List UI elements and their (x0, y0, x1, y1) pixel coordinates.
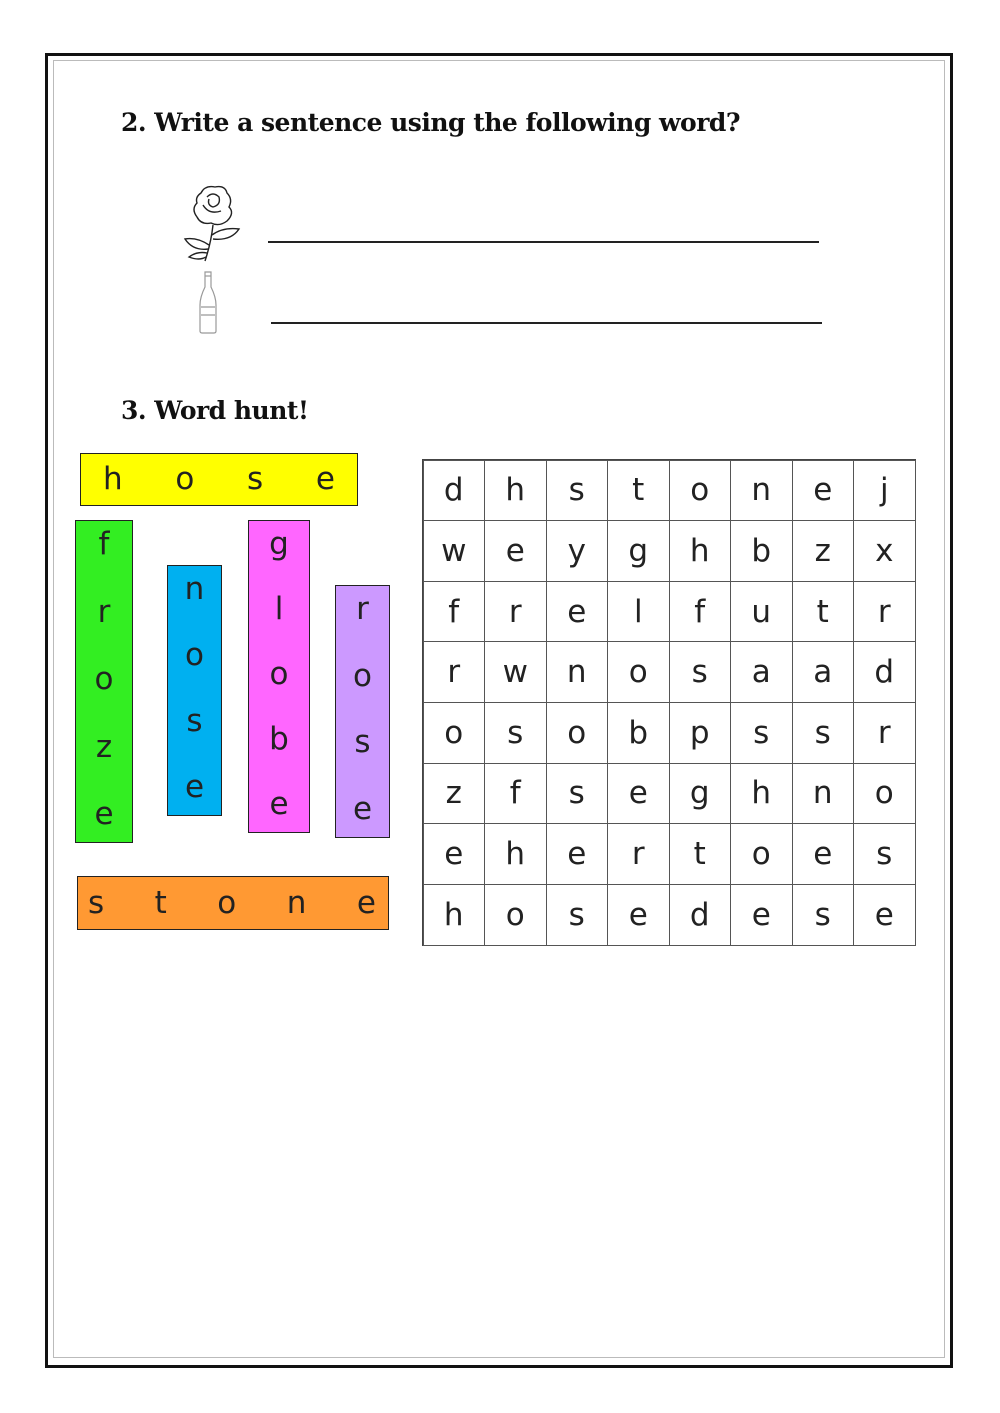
answer-line-bottle[interactable] (271, 322, 822, 324)
grid-cell[interactable]: u (730, 581, 793, 643)
grid-cell[interactable]: n (546, 641, 609, 703)
grid-cell[interactable]: r (853, 702, 916, 764)
section-3-heading: 3. Word hunt! (121, 396, 309, 425)
grid-cell[interactable]: s (792, 884, 855, 946)
grid-cell[interactable]: a (730, 641, 793, 703)
word-letter: o (353, 657, 372, 694)
grid-cell[interactable]: p (669, 702, 732, 764)
word-letter: n (286, 884, 307, 921)
word-letter: e (269, 786, 289, 822)
answer-line-rose[interactable] (268, 241, 819, 243)
grid-cell[interactable]: e (853, 884, 916, 946)
word-letter: o (269, 656, 289, 692)
word-block-hose (80, 453, 358, 506)
grid-cell[interactable]: f (669, 581, 732, 643)
word-search-grid (422, 459, 916, 946)
grid-cell[interactable]: a (792, 641, 855, 703)
grid-cell[interactable]: e (792, 823, 855, 885)
grid-cell[interactable]: h (484, 460, 547, 522)
grid-cell[interactable]: w (484, 641, 547, 703)
grid-cell[interactable]: f (484, 763, 547, 825)
grid-cell[interactable]: e (730, 884, 793, 946)
grid-cell[interactable]: n (730, 460, 793, 522)
grid-cell[interactable]: e (546, 581, 609, 643)
grid-cell[interactable]: o (607, 641, 670, 703)
grid-cell[interactable]: r (423, 641, 486, 703)
grid-cell[interactable]: s (546, 884, 609, 946)
grid-cell[interactable]: o (423, 702, 486, 764)
word-letter: e (315, 461, 335, 497)
grid-cell[interactable]: r (484, 581, 547, 643)
grid-cell[interactable]: f (423, 581, 486, 643)
grid-cell[interactable]: e (423, 823, 486, 885)
grid-cell[interactable]: o (546, 702, 609, 764)
grid-cell[interactable]: b (730, 520, 793, 582)
grid-cell[interactable]: o (730, 823, 793, 885)
word-letter: o (175, 461, 195, 497)
word-letter: e (352, 790, 373, 827)
grid-cell[interactable]: o (669, 460, 732, 522)
grid-cell[interactable]: l (607, 581, 670, 643)
grid-cell[interactable]: e (607, 884, 670, 946)
word-letter: e (356, 884, 376, 921)
word-letter: l (274, 591, 284, 627)
grid-cell[interactable]: h (484, 823, 547, 885)
word-letter: s (88, 884, 105, 921)
word-letter: r (356, 591, 369, 627)
grid-cell[interactable]: s (546, 460, 609, 522)
word-letter: r (97, 593, 111, 630)
word-letter: o (217, 884, 237, 921)
grid-cell[interactable]: s (546, 763, 609, 825)
grid-cell[interactable]: d (423, 460, 486, 522)
grid-cell[interactable]: h (730, 763, 793, 825)
word-letter: n (184, 571, 205, 607)
grid-cell[interactable]: s (484, 702, 547, 764)
word-letter: b (269, 721, 289, 757)
bottle-icon (196, 271, 220, 335)
grid-cell[interactable]: j (853, 460, 916, 522)
grid-cell[interactable]: e (546, 823, 609, 885)
grid-cell[interactable]: o (484, 884, 547, 946)
word-letter: s (247, 461, 264, 497)
grid-cell[interactable]: s (730, 702, 793, 764)
section-2-heading: 2. Write a sentence using the following word? (121, 108, 741, 137)
grid-cell[interactable]: s (853, 823, 916, 885)
word-block-rose (335, 585, 390, 838)
grid-cell[interactable]: h (669, 520, 732, 582)
grid-cell[interactable]: h (423, 884, 486, 946)
grid-cell[interactable]: g (607, 520, 670, 582)
grid-cell[interactable]: s (669, 641, 732, 703)
word-letter: g (269, 526, 289, 562)
grid-cell[interactable]: d (669, 884, 732, 946)
word-letter: s (186, 703, 203, 739)
word-letter: e (184, 769, 205, 805)
word-letter: o (185, 637, 204, 673)
word-letter: o (94, 661, 114, 697)
word-letter: f (98, 526, 110, 562)
grid-cell[interactable]: w (423, 520, 486, 582)
grid-cell[interactable]: t (792, 581, 855, 643)
word-block-stone (77, 876, 389, 930)
grid-cell[interactable]: z (423, 763, 486, 825)
word-block-froze (75, 520, 133, 843)
grid-cell[interactable]: r (853, 581, 916, 643)
grid-cell[interactable]: d (853, 641, 916, 703)
word-letter: h (103, 461, 123, 497)
grid-cell[interactable]: y (546, 520, 609, 582)
grid-cell[interactable]: e (792, 460, 855, 522)
rose-icon (183, 183, 243, 263)
word-letter: t (154, 884, 167, 921)
grid-cell[interactable]: r (607, 823, 670, 885)
word-block-nose (167, 565, 222, 816)
grid-cell[interactable]: t (669, 823, 732, 885)
grid-cell[interactable]: b (607, 702, 670, 764)
word-letter: z (95, 728, 113, 765)
grid-cell[interactable]: e (607, 763, 670, 825)
word-letter: e (94, 796, 114, 832)
grid-cell[interactable]: g (669, 763, 732, 825)
grid-cell[interactable]: e (484, 520, 547, 582)
word-letter: s (354, 724, 371, 761)
word-block-globe (248, 520, 310, 833)
grid-cell[interactable]: t (607, 460, 670, 522)
grid-cell[interactable]: s (792, 702, 855, 764)
grid-cell[interactable]: z (792, 520, 855, 582)
grid-cell[interactable]: x (853, 520, 916, 582)
grid-cell[interactable]: n (792, 763, 855, 825)
grid-cell[interactable]: o (853, 763, 916, 825)
